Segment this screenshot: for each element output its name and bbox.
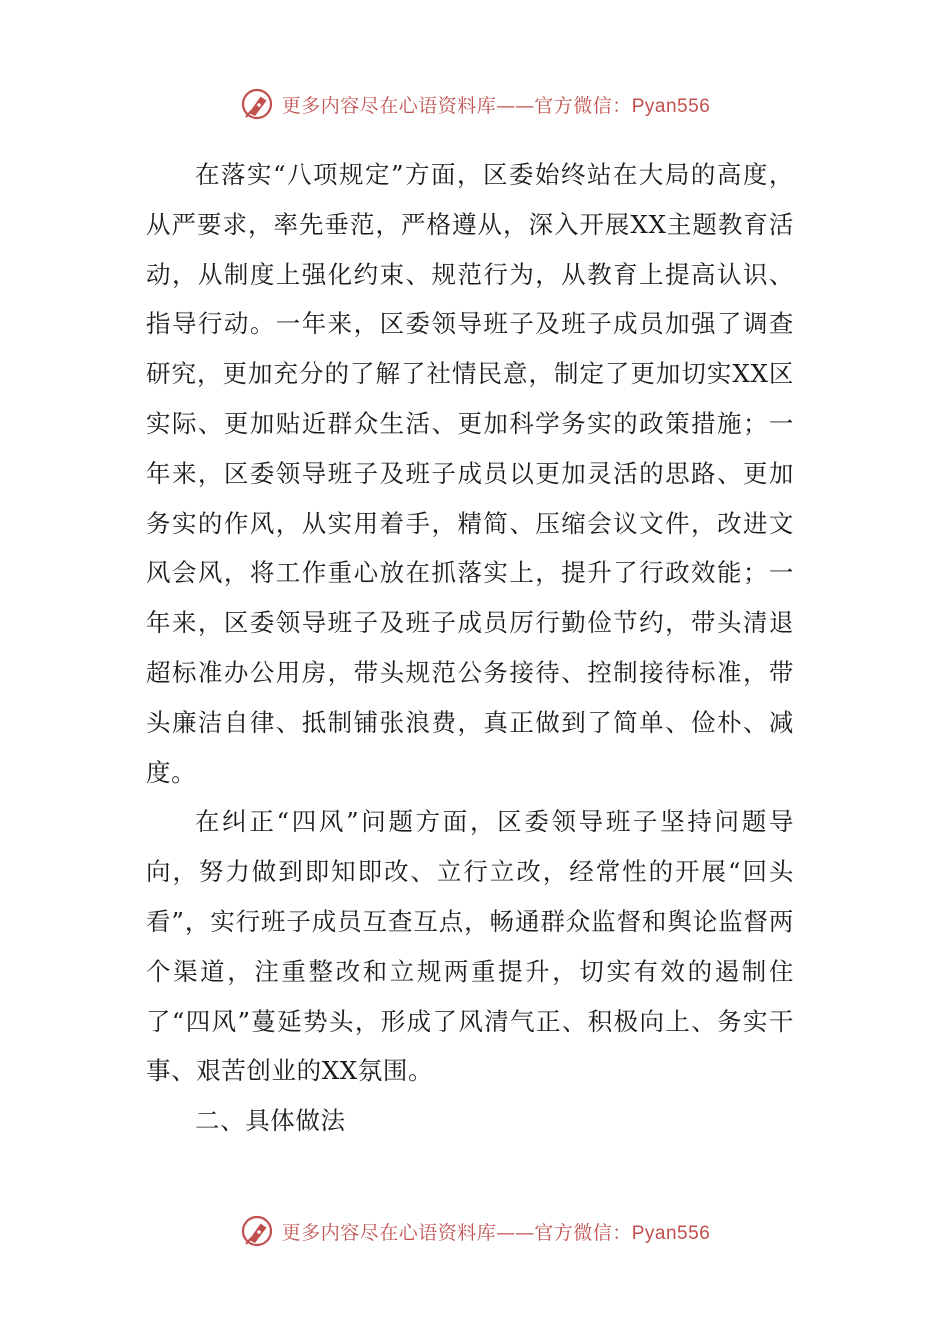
banner-wechat-label: 官方微信： <box>534 1221 632 1244</box>
banner-dash-extension: — <box>515 94 532 117</box>
banner-wechat-id: Pyan556 <box>631 1222 711 1244</box>
banner-wechat-label: 官方微信： <box>534 94 632 117</box>
banner-dash: — <box>496 94 513 117</box>
pen-nib-logo-icon <box>240 86 276 122</box>
banner-slogan: 更多内容尽在心语资料库 <box>281 94 497 117</box>
section-heading-specific-practices: 二、具体做法 <box>195 1106 346 1136</box>
footer-banner <box>0 1211 950 1251</box>
paragraph-four-styles: 在纠正“四风”问题方面，区委领导班子坚持问题导向，努力做到即知即改、立行立改，经常性的开展“回头看”，实行班子成员互查互点，畅通群众监督和舆论监督两个渠道，注重整改和立规两重提升，切实有效的遏制住了“四风”蔓延势头，形成了风清气正、积极向上、务实干事、艰苦创业的XX氛围。 <box>146 807 794 1086</box>
banner-dash-extension: — <box>515 1221 532 1244</box>
banner-text <box>282 91 711 118</box>
banner-wechat-id: Pyan556 <box>631 95 711 117</box>
document-body <box>146 150 794 1146</box>
header-banner <box>0 84 950 124</box>
pen-nib-logo-icon <box>240 1213 276 1249</box>
banner-text <box>282 1218 711 1245</box>
paragraph-eight-rules: 在落实“八项规定”方面，区委始终站在大局的高度，从严要求，率先垂范，严格遵从，深入开展XX主题教育活动，从制度上强化约束、规范行为，从教育上提高认识、指导行动。一年来，区委领导班子及班子成员加强了调查研究，更加充分的了解了社情民意，制定了更加切实XX区实际、更加贴近群众生活、更加科学务实的政策措施；一年来，区委领导班子及班子成员以更加灵活的思路、更加务实的作风，从实用着手，精简、压缩会议文件，改进文风会风，将工作重心放在抓落实上，提升了行政效能；一年来，区委领导班子及班子成员厉行勤俭节约，带头清退超标准办公用房，带头规范公务接待、控制接待标准，带头廉洁自律、抵制铺张浪费，真正做到了简单、俭朴、减度。 <box>146 160 794 787</box>
banner-slogan: 更多内容尽在心语资料库 <box>281 1221 497 1244</box>
banner-dash: — <box>496 1221 513 1244</box>
